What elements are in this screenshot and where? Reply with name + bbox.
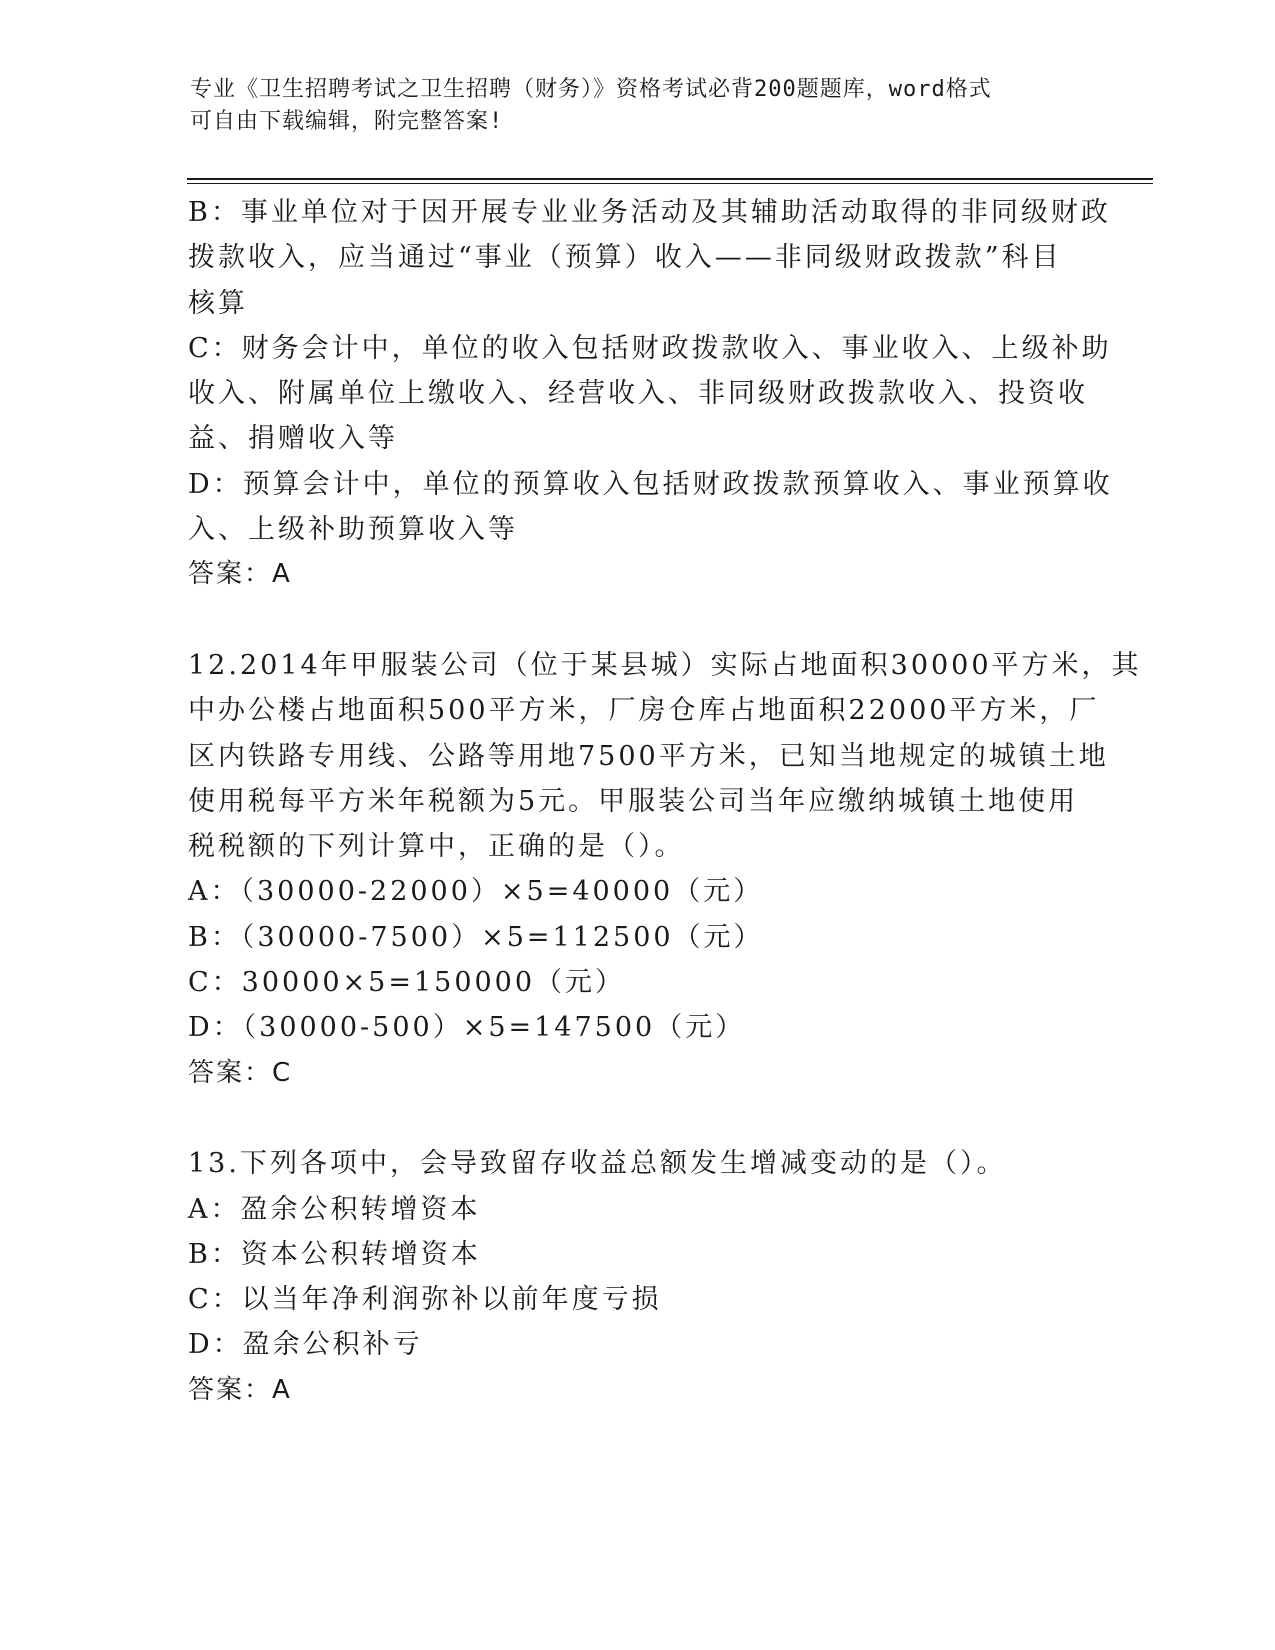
- question-12-stem: [188, 643, 1142, 869]
- option-c-line: 收入、附属单位上缴收入、经营收入、非同级财政拨款收入、投资收: [188, 378, 1088, 410]
- question-13-option-b: B：资本公积转增资本: [188, 1238, 481, 1270]
- question-spacer: [188, 1096, 1088, 1141]
- option-c-line: C：财务会计中，单位的收入包括财政拨款收入、事业收入、上级补助: [188, 332, 1112, 364]
- question-12-option-a: A：（30000-22000）×5=40000（元）: [188, 876, 764, 908]
- question-13-option-a: A：盈余公积转增资本: [188, 1193, 481, 1225]
- option-d-line: D：预算会计中，单位的预算收入包括财政拨款预算收入、事业预算收: [188, 468, 1113, 500]
- question-stem-line: 税税额的下列计算中，正确的是（）。: [188, 831, 685, 863]
- question-12-option-b: B：（30000-7500）×5=112500（元）: [188, 921, 764, 953]
- document-header: [190, 74, 1070, 138]
- header-divider-thin: [187, 183, 1153, 184]
- question-stem-line: 12.2014年甲服装公司（位于某县城）实际占地面积30000平方米，其: [188, 649, 1142, 681]
- question-11-answer: 答案：A: [188, 559, 292, 590]
- question-stem-line: 区内铁路专用线、公路等用地7500平方米，已知当地规定的城镇土地: [188, 740, 1109, 772]
- question-11-option-b: [188, 190, 1111, 326]
- option-c-line: 益、捐赠收入等: [188, 423, 398, 455]
- header-title-line-1: 专业《卫生招聘考试之卫生招聘（财务）》资格考试必背200题题库，word格式: [190, 77, 992, 102]
- question-stem-line: 中办公楼占地面积500平方米，厂房仓库占地面积22000平方米，厂: [188, 695, 1100, 727]
- question-13-stem: 13.下列各项中，会导致留存收益总额发生增减变动的是（）。: [188, 1148, 1007, 1180]
- option-b-line: 核算: [188, 287, 248, 319]
- option-b-line: B：事业单位对于因开展专业业务活动及其辅助活动取得的非同级财政: [188, 197, 1111, 228]
- question-content: [188, 190, 1142, 1413]
- question-13-answer: 答案：A: [188, 1374, 292, 1405]
- question-13-option-d: D：盈余公积补亏: [188, 1329, 423, 1361]
- question-12-option-d: D：（30000-500）×5=147500（元）: [188, 1012, 746, 1044]
- header-divider-thick: [187, 178, 1153, 180]
- header-title-line-2: 可自由下载编辑，附完整答案!: [190, 109, 504, 134]
- question-13-option-c: C：以当年净利润弥补以前年度亏损: [188, 1284, 662, 1316]
- question-12-option-c: C：30000×5=150000（元）: [188, 967, 626, 999]
- question-spacer: [188, 598, 1088, 643]
- question-11-option-c: [188, 326, 1112, 462]
- question-12-answer: 答案：C: [188, 1057, 293, 1088]
- option-d-line: 入、上级补助预算收入等: [188, 514, 518, 546]
- question-stem-line: 使用税每平方米年税额为5元。甲服装公司当年应缴纳城镇土地使用: [188, 785, 1079, 817]
- option-b-line: 拨款收入，应当通过“事业（预算）收入——非同级财政拨款”科目: [188, 242, 1062, 274]
- question-11-option-d: [188, 462, 1113, 553]
